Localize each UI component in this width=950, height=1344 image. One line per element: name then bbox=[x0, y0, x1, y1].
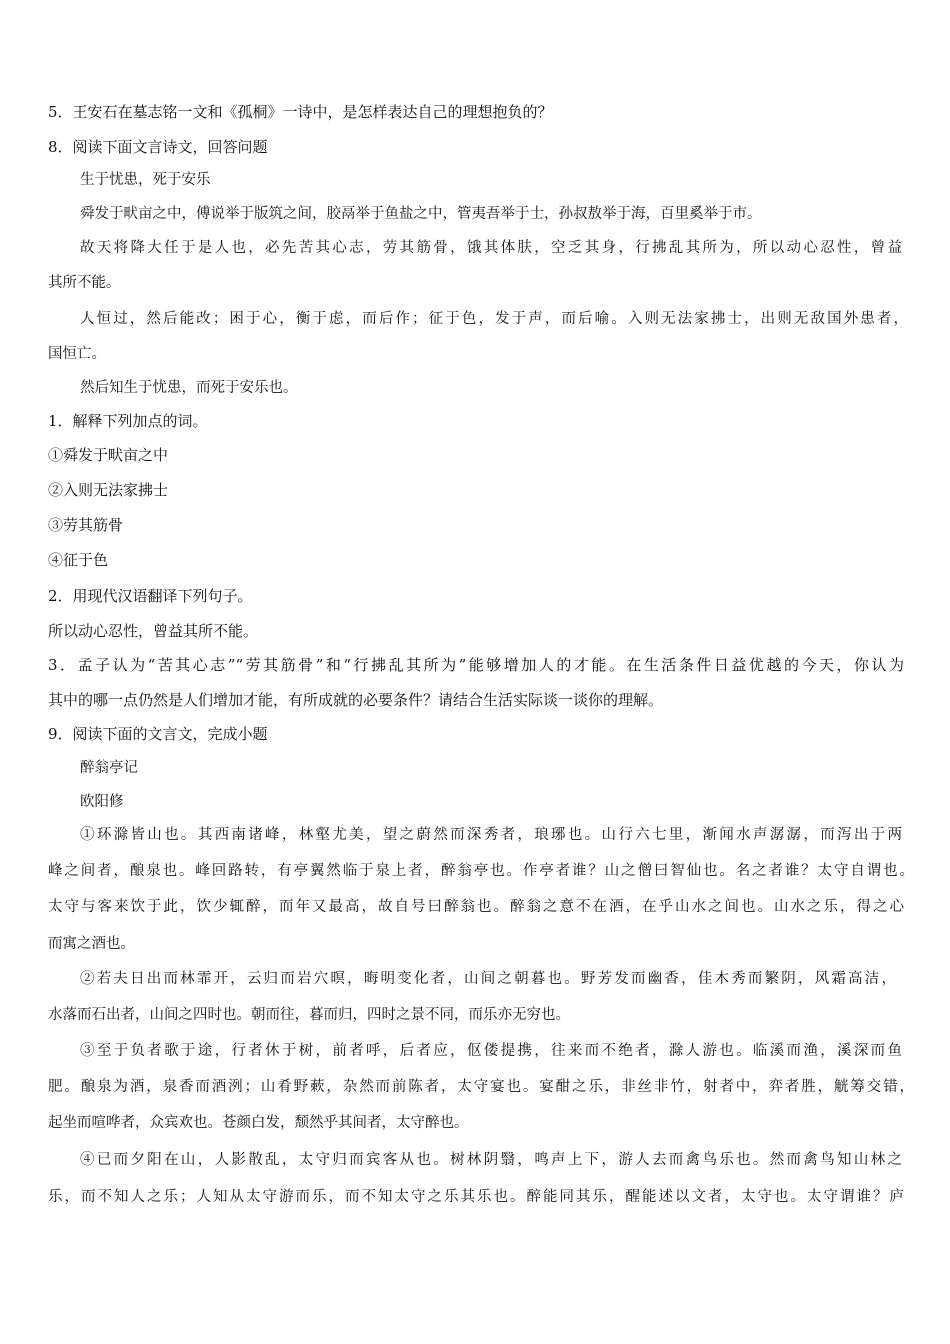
sub-question-2-sentence: 所以动心忍性，曾益其所不能。 bbox=[48, 622, 259, 640]
classical-paragraph-3-line-1: 人恒过，然后能改；困于心，衡于虑，而后作；征于色，发于声，而后喻。入则无法家拂士，出则无敌国外患者， bbox=[80, 311, 908, 327]
essay-paragraph-2-line: 水落而石出者，山间之四时也。朝而往，暮而归，四时之景不同，而乐亦无穷也。 bbox=[48, 1007, 570, 1023]
sub-question-1-item: ④征于色 bbox=[48, 551, 109, 569]
essay-paragraph-1-line: 峰之间者，酿泉也。峰回路转，有亭翼然临于泉上者，醉翁亭也。作亭者谁？山之僧曰智仙也。名之者谁？太守自谓也。 bbox=[48, 863, 914, 879]
classical-paragraph-3-line-2: 国恒亡。 bbox=[48, 346, 106, 362]
essay-paragraph-3-line: 肥。酿泉为酒，泉香而酒洌；山肴野蔌，杂然而前陈者，太守宴也。宴酣之乐，非丝非竹，射者中，弈者胜，觥筹交错， bbox=[48, 1079, 914, 1095]
essay-paragraph-3-line: 起坐而喧哗者，众宾欢也。苍颜白发，颓然乎其间者，太守醉也。 bbox=[48, 1115, 469, 1131]
sub-question-1: 1．解释下列加点的词。 bbox=[48, 412, 208, 430]
essay-paragraph-4-line: ④已而夕阳在山，人影散乱，太守归而宾客从也。树林阴翳，鸣声上下，游人去而禽鸟乐也。然而禽鸟知山林之 bbox=[80, 1152, 902, 1168]
question-9-heading: 9．阅读下面的文言文，完成小题 bbox=[48, 725, 268, 743]
classical-paragraph-4: 然后知生于忧患，而死于安乐也。 bbox=[80, 380, 298, 396]
essay-paragraph-1-line: ①环滁皆山也。其西南诸峰，林壑尤美，望之蔚然而深秀者，琅琊也。山行六七里，渐闻水声潺潺，而泻出于两 bbox=[80, 827, 902, 843]
essay-paragraph-2-line: ②若夫日出而林霏开，云归而岩穴暝，晦明变化者，山间之朝暮也。野芳发而幽香，佳木秀而繁阴，风霜高洁， bbox=[80, 971, 896, 987]
essay-title: 醉翁亭记 bbox=[80, 760, 138, 776]
essay-paragraph-1-line: 而寓之酒也。 bbox=[48, 936, 135, 952]
sub-question-1-item: ②入则无法家拂士 bbox=[48, 481, 169, 499]
question-5: 5．王安石在墓志铭一文和《孤桐》一诗中，是怎样表达自己的理想抱负的？ bbox=[48, 103, 553, 121]
essay-paragraph-1-line: 太守与客来饮于此，饮少辄醉，而年又最高，故自号曰醉翁也。醉翁之意不在酒，在乎山水之间也。山水之乐，得之心 bbox=[48, 899, 904, 915]
essay-paragraph-3-line: ③至于负者歌于途，行者休于树，前者呼，后者应，伛偻提携，往来而不绝者，滁人游也。临溪而渔，溪深而鱼 bbox=[80, 1043, 902, 1059]
sub-question-1-item: ③劳其筋骨 bbox=[48, 516, 124, 534]
sub-question-2: 2．用现代汉语翻译下列句子。 bbox=[48, 587, 253, 605]
sub-question-3-line-2: 其中的哪一点仍然是人们增加才能，有所成就的必要条件？请结合生活实际谈一谈你的理解。 bbox=[48, 691, 664, 709]
sub-question-3-line-1: 3．孟子认为“苦其心志”“劳其筋骨”和“行拂乱其所为”能够增加人的才能。在生活条件日益优越的今天，你认为 bbox=[48, 656, 904, 674]
classical-paragraph-2-line-2: 其所不能。 bbox=[48, 275, 121, 291]
question-8-heading: 8．阅读下面文言诗文，回答问题 bbox=[48, 138, 268, 156]
sub-question-1-item: ①舜发于畎亩之中 bbox=[48, 446, 169, 464]
essay-author: 欧阳修 bbox=[80, 794, 124, 810]
classical-paragraph-1: 舜发于畎亩之中，傅说举于版筑之间，胶鬲举于鱼盐之中，管夷吾举于士，孙叔敖举于海，百里奚举于市。 bbox=[80, 206, 762, 222]
classical-paragraph-2-line-1: 故天将降大任于是人也，必先苦其心志，劳其筋骨，饿其体肤，空乏其身，行拂乱其所为，所以动心忍性，曾益 bbox=[80, 240, 902, 256]
essay-paragraph-4-line: 乐，而不知人之乐；人知从太守游而乐，而不知太守之乐其乐也。醉能同其乐，醒能述以文者，太守也。太守谓谁？庐 bbox=[48, 1189, 904, 1205]
poem-title: 生于忧患，死于安乐 bbox=[80, 172, 211, 188]
